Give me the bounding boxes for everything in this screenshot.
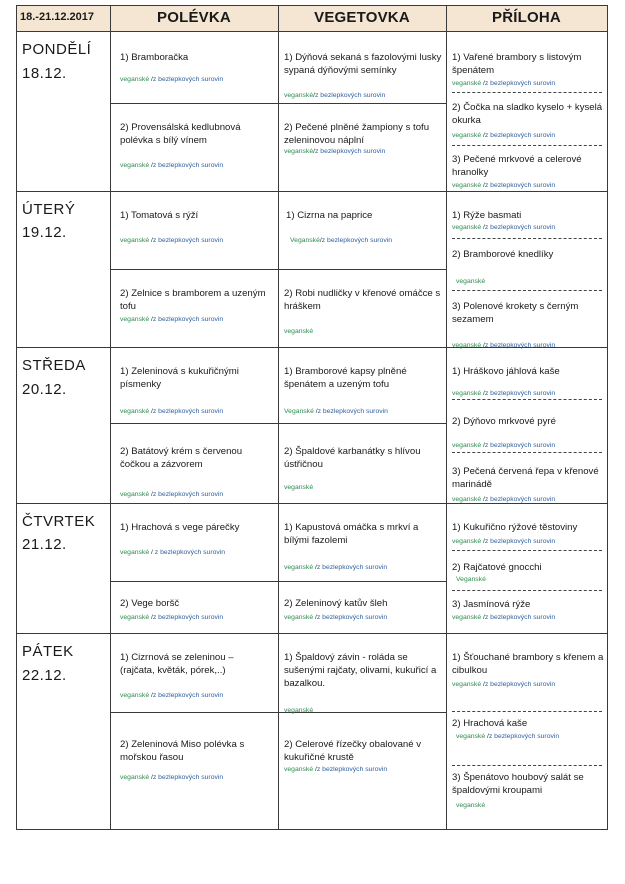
border-header <box>16 31 608 32</box>
border-top <box>16 5 608 6</box>
side-sep <box>452 238 602 239</box>
side-item: 1) Vařené brambory s listovým špenátem <box>452 52 582 76</box>
diet-note: veganské /z bezlepkových surovin <box>452 614 556 621</box>
day-name: PÁTEK <box>22 643 74 660</box>
side-item: 2) Bramborové knedlíky <box>452 249 554 260</box>
diet-note: veganské /z bezlepkových surovin <box>284 766 388 773</box>
side-item: 3) Pečená červená řepa v křenové marinádě <box>452 466 599 490</box>
diet-note: veganské /z bezlepkových surovin <box>452 496 556 503</box>
diet-note: veganské /z bezlepkových surovin <box>452 132 556 139</box>
soup-item: 2) Batátový krém s červenou čočkou a zázvorem <box>120 446 243 470</box>
border-day4 <box>16 633 608 634</box>
diet-note: veganské <box>284 328 314 335</box>
soup-item: 1) Zeleninová s kukuřičnými písmenky <box>120 366 239 390</box>
side-item: 3) Pečené mrkvové a celerové hranolky <box>452 154 582 178</box>
side-sep <box>452 550 602 551</box>
side-sep <box>452 399 602 400</box>
side-item: 2) Dýňovo mrkvové pyré <box>452 416 556 427</box>
day-date: 21.12. <box>22 536 67 553</box>
day-date: 19.12. <box>22 224 67 241</box>
column-header-veg: VEGETOVKA <box>314 9 410 26</box>
soup-item: 1) Bramboračka <box>120 52 189 63</box>
diet-note: veganské /z bezlepkových surovin <box>452 681 556 688</box>
veg-item: 2) Celerové řízečky obalované v kukuřičné krustě <box>284 739 422 763</box>
column-header-soup: POLÉVKA <box>157 9 231 26</box>
veg-item: 2) Robi nudličky v křenové omáčce s hráškem <box>284 288 441 312</box>
column-header-side: PŘÍLOHA <box>492 9 561 26</box>
soup-item: 2) Zeleninová Miso polévka s mořskou řasou <box>120 739 245 763</box>
veg-item: 1) Kapustová omáčka s mrkví a bílými fazolemi <box>284 522 419 546</box>
side-item: 1) Kukuřično rýžové těstoviny <box>452 522 578 533</box>
side-sep <box>452 765 602 766</box>
diet-note: veganské /z bezlepkových surovin <box>120 162 224 169</box>
side-item: 3) Jasmínová rýže <box>452 599 531 610</box>
veg-item: 1) Bramborové kapsy plněné špenátem a uzeným tofu <box>284 366 407 390</box>
diet-note: veganské /z bezlepkových surovin <box>284 564 388 571</box>
diet-note: veganské /z bezlepkových surovin <box>452 538 556 545</box>
diet-note: veganské /z bezlepkových surovin <box>456 733 560 740</box>
diet-note: Veganské/z bezlepkových surovin <box>290 237 393 244</box>
soup-item: 2) Zelnice s bramborem a uzeným tofu <box>120 288 266 312</box>
diet-note: Veganské /z bezlepkových surovin <box>284 408 388 415</box>
side-sep <box>452 452 602 453</box>
side-sep <box>452 590 602 591</box>
veg-item: 2) Špaldové karbanátky s hlívou ústřičnou <box>284 446 421 470</box>
split-wed <box>110 423 446 424</box>
soup-item: 2) Vege boršč <box>120 598 180 609</box>
diet-note: veganské /z bezlepkových surovin <box>120 774 224 781</box>
soup-item: 2) Provensálská kedlubnová polévka s bílý vínem <box>120 122 241 146</box>
border-day1 <box>16 191 608 192</box>
diet-note: veganské/z bezlepkových surovin <box>284 92 386 99</box>
diet-note: veganské /z bezlepkových surovin <box>452 442 556 449</box>
side-item: 2) Čočka na sladko kyselo + kyselá okurka <box>452 102 603 126</box>
split-fri <box>110 712 446 713</box>
day-name: PONDĚLÍ <box>22 41 92 58</box>
diet-note: veganské /z bezlepkových surovin <box>120 408 224 415</box>
diet-note: veganské /z bezlepkových surovin <box>120 316 224 323</box>
soup-item: 1) Hrachová s vege párečky <box>120 522 240 533</box>
diet-note: veganské /z bezlepkových surovin <box>452 342 556 349</box>
side-sep <box>452 92 602 93</box>
diet-note: veganské /z bezlepkových surovin <box>284 614 388 621</box>
border-bottom <box>16 829 608 830</box>
veg-item: 2) Zeleninový katův šleh <box>284 598 388 609</box>
day-name: ČTVRTEK <box>22 513 96 530</box>
border-right <box>607 5 608 830</box>
side-item: 2) Rajčatové gnocchi <box>452 562 542 573</box>
side-item: 1) Šťouchané brambory s křenem a cibulkou <box>452 652 604 676</box>
split-tue <box>110 269 446 270</box>
split-mon <box>110 103 446 104</box>
soup-item: 1) Tomatová s rýží <box>120 210 199 221</box>
veg-item: 2) Pečené plněné žampiony s tofu zeleninovou náplní <box>284 122 430 146</box>
veg-item: 1) Špaldový závin - roláda se sušenými rajčaty, olivami, kukuřicí a bazalkou. <box>284 652 437 689</box>
diet-note: veganské / z bezlepkových surovin <box>120 549 226 556</box>
border-col3 <box>446 5 447 830</box>
side-sep <box>452 145 602 146</box>
border-col1 <box>110 5 111 830</box>
border-col2 <box>278 5 279 830</box>
side-item: 3) Špenátovo houbový salát se špaldovými kroupami <box>452 772 584 796</box>
day-name: ÚTERÝ <box>22 201 76 218</box>
diet-note: veganské /z bezlepkových surovin <box>452 182 556 189</box>
diet-note: veganské /z bezlepkových surovin <box>120 491 224 498</box>
menu-table <box>16 5 608 830</box>
diet-note: veganské <box>284 484 314 491</box>
diet-note: veganské /z bezlepkových surovin <box>452 390 556 397</box>
diet-note: veganské /z bezlepkových surovin <box>452 80 556 87</box>
day-date: 22.12. <box>22 667 67 684</box>
date-range: 18.-21.12.2017 <box>20 11 95 23</box>
side-item: 3) Polenové krokety s černým sezamem <box>452 301 579 325</box>
day-name: STŘEDA <box>22 357 86 374</box>
day-date: 18.12. <box>22 65 67 82</box>
diet-note: veganské <box>456 802 486 809</box>
split-thu <box>110 581 446 582</box>
veg-item: 1) Cizrna na paprice <box>286 210 373 221</box>
side-sep <box>452 290 602 291</box>
side-item: 1) Hráškovo jáhlová kaše <box>452 366 560 377</box>
diet-note: veganské /z bezlepkových surovin <box>120 614 224 621</box>
diet-note: Veganské <box>456 576 486 583</box>
diet-note: veganské /z bezlepkových surovin <box>120 76 224 83</box>
diet-note: veganské /z bezlepkových surovin <box>452 224 556 231</box>
side-sep <box>452 711 602 712</box>
diet-note: veganské <box>456 278 486 285</box>
side-item: 1) Rýže basmati <box>452 210 522 221</box>
border-left <box>16 5 17 830</box>
diet-note: veganské /z bezlepkových surovin <box>120 237 224 244</box>
side-item: 2) Hrachová kaše <box>452 718 528 729</box>
day-date: 20.12. <box>22 381 67 398</box>
diet-note: veganské /z bezlepkových surovin <box>120 692 224 699</box>
veg-item: 1) Dýňová sekaná s fazolovými lusky sypaná dýňovými semínky <box>284 52 442 76</box>
soup-item: 1) Cizrnová se zeleninou – (rajčata, květák, pórek,..) <box>120 652 234 676</box>
diet-note: veganské/z bezlepkových surovin <box>284 148 386 155</box>
diet-note: veganské <box>284 707 314 714</box>
